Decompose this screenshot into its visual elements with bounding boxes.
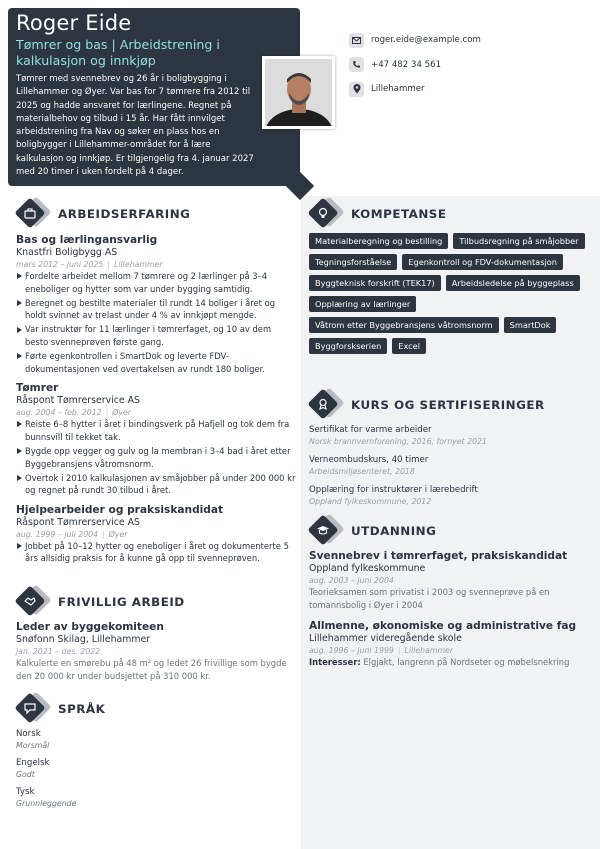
location-text: Lillehammer: [371, 84, 425, 95]
course-list: [309, 424, 594, 507]
bullet-item: Fordelte arbeidet mellom 7 tømrere og 2 lærlinger på 3–4 eneboliger og hytter som var under bygging samtidig.: [16, 270, 296, 295]
volunteer-org: Snøfonn Skilag, Lillehammer: [16, 634, 151, 645]
language-name: Tysk: [16, 787, 35, 797]
skill-tag: Excel: [392, 338, 426, 354]
bullet-item: Bygde opp vegger og gulv og la membran i 3–4 bad i året etter Byggebransjens våtromsnorm.: [16, 445, 296, 470]
skill-tag: Materialberegning og bestilling: [309, 233, 448, 249]
course-item: [309, 454, 594, 477]
experience-dates: aug. 2004 – feb. 2012: [16, 408, 102, 418]
course-item: [309, 484, 594, 507]
location-pin-icon: [349, 82, 364, 97]
section-header-skills: [309, 197, 447, 231]
course-title: Verneombudskurs, 40 timer: [309, 455, 429, 465]
skill-tag: Våtrom etter Byggebransjens våtromsnorm: [309, 317, 499, 333]
phone-icon: [349, 57, 364, 72]
bullet-item: Jobbet på 10–12 hytter og eneboliger i året og dokumenterte 5 års allsidig praksis for å kunne gå opp til svenneprøven.: [16, 540, 296, 565]
speech-bubble-icon: [16, 692, 50, 726]
experience-company: Råspont Tømrerservice AS: [16, 516, 141, 528]
education-location: Lillehammer: [404, 646, 454, 656]
language-list: [16, 728, 296, 809]
education-title: Svennebrev i tømrerfaget, praksiskandidat: [309, 550, 568, 562]
experience-title: Bas og lærlingansvarlig: [16, 234, 158, 246]
briefcase-icon: [16, 197, 50, 231]
course-meta: Arbeidsmiljøsenteret, 2018: [309, 467, 415, 476]
skill-tag: Egenkontroll og FDV-dokumentasjon: [402, 254, 563, 270]
education-meta: aug. 1996 – juni 1999 | Lillehammer: [309, 646, 454, 656]
experience-bullets: [16, 270, 296, 375]
skills-tag-list: [309, 233, 594, 354]
section-header-education: [309, 514, 436, 548]
profile-photo: [262, 56, 335, 129]
language-level: Grunnleggende: [16, 799, 77, 808]
course-title: Opplæring for instruktører i lærebedrift: [309, 485, 478, 495]
experience-item: [16, 504, 296, 565]
experience-list: [16, 234, 296, 567]
skill-tag: Arbeidsledelse på byggeplass: [446, 275, 580, 291]
volunteer-dates: jan. 2021 – des. 2022: [16, 647, 101, 656]
interests-line: [309, 656, 594, 669]
language-item: [16, 728, 296, 751]
bullet-item: Beregnet og bestilte materialer til rundt 14 boliger i året og holdt svinnet av trelast under 4 % av innkjøpt mengde.: [16, 297, 296, 322]
experience-item: [16, 382, 296, 497]
experience-location: Øyer: [108, 529, 128, 539]
handshake-icon: [16, 585, 50, 619]
experience-bullets: [16, 418, 296, 497]
experience-bullets: [16, 540, 296, 565]
section-title-experience: ARBEIDSERFARING: [58, 207, 191, 221]
language-name: Engelsk: [16, 758, 50, 768]
experience-dates: aug. 1999 – juli 2004: [16, 529, 99, 539]
skill-tag: Tegningsforståelse: [309, 254, 397, 270]
section-title-skills: KOMPETANSE: [351, 207, 447, 221]
section-header-volunteer: [16, 585, 185, 619]
experience-meta: aug. 1999 – juli 2004 | Øyer: [16, 529, 128, 539]
award-icon: [309, 388, 343, 422]
lightbulb-icon: [309, 197, 343, 231]
profile-summary: Tømrer med svennebrev og 26 år i boligbygging i Lillehammer og Øyer. Var bas for 7 tømrere fra 2012 til 2025 og hadde ansvaret for lærlingene. Regnet på materialbehov og tilbud i 15 år. Har fått innvilget arbeidstrening fra Nav og søker en plass hos en boligbygger i Lillehammer-området for å lære kalkulasjon og innkjøp. Er tilgjengelig fra 4. januar 2027 med 20 timer i uken fordelt på 4 dager.: [16, 74, 254, 178]
graduation-cap-icon: [309, 514, 343, 548]
section-header-languages: [16, 692, 105, 726]
experience-company: Råspont Tømrerservice AS: [16, 395, 141, 407]
volunteer-description: Kalkulerte en smørebu på 48 m² og ledet 26 frivillige som bygde den 20 000 kr under budsjettet på 310 000 kr.: [16, 658, 287, 681]
education-title: Allmenne, økonomiske og administrative fag: [309, 620, 577, 633]
language-item: [16, 786, 296, 809]
skill-tag: Tilbudsregning på småjobber: [453, 233, 584, 249]
person-name: Roger Eide: [16, 11, 132, 35]
experience-title: Tømrer: [16, 382, 59, 395]
section-title-volunteer: FRIVILLIG ARBEID: [58, 595, 185, 609]
experience-company: Knastfri Boligbygg AS: [16, 247, 118, 258]
experience-location: Øyer: [112, 408, 132, 418]
skill-tag: Opplæring av lærlinger: [309, 296, 416, 312]
contact-location: [349, 77, 481, 102]
skill-tag: SmartDok: [504, 317, 557, 333]
header-panel: [8, 8, 300, 186]
experience-meta: mars 2012 – juni 2025 | Lillehammer: [16, 260, 163, 269]
section-header-courses: [309, 388, 545, 422]
experience-dates: mars 2012 – juni 2025: [16, 260, 104, 269]
interests-label: Interesser:: [309, 657, 361, 668]
volunteer-title: Leder av byggekomiteen: [16, 621, 164, 633]
education-item: [309, 620, 594, 669]
phone-text[interactable]: +47 482 34 561: [371, 59, 442, 70]
bullet-item: Overtok i 2010 kalkulasjonen av småjobber på under 200 000 kr og regnet på rundt 30 tilbud i året.: [16, 472, 296, 497]
education-school: Oppland fylkeskommune: [309, 563, 426, 574]
section-title-courses: KURS OG SERTIFISERINGER: [351, 398, 545, 412]
bullet-item: Førte egenkontrollen i SmartDok og leverte FDV-dokumentasjonen ved overtakelsen av rundt 180 boliger.: [16, 350, 296, 375]
section-title-education: UTDANNING: [351, 524, 437, 538]
education-school: Lillehammer videregående skole: [309, 633, 462, 645]
language-name: Norsk: [16, 729, 41, 739]
language-level: Morsmål: [16, 741, 50, 750]
section-header-experience: [16, 197, 190, 231]
experience-location: Lillehammer: [114, 260, 163, 269]
language-level: Godt: [16, 770, 35, 779]
section-title-languages: SPRÅK: [58, 702, 106, 716]
interests-text: Elgjakt, langrenn på Nordseter og møbelsnekring: [360, 657, 570, 668]
experience-meta: aug. 2004 – feb. 2012 | Øyer: [16, 408, 132, 418]
experience-item: [16, 234, 296, 375]
contact-phone: [349, 53, 481, 78]
education-item: [309, 550, 594, 611]
envelope-icon: [349, 33, 364, 48]
education-dates: aug. 2003 – juni 2004: [309, 576, 394, 585]
contact-list: [349, 28, 481, 102]
volunteer-item: [16, 621, 296, 682]
language-item: [16, 757, 296, 780]
course-meta: Oppland fylkeskommune, 2012: [309, 497, 432, 506]
course-item: [309, 424, 594, 447]
bullet-item: Reiste 6–8 hytter i året i bindingsverk på Hafjell og tok dem fra bunnsvill til tekket tak.: [16, 418, 296, 443]
email-text[interactable]: roger.eide@example.com: [371, 35, 481, 46]
contact-email: [349, 28, 481, 53]
bullet-item: Var instruktør for 11 lærlinger i tømrerfaget, og 10 av dem besto svenneprøven første gang.: [16, 323, 296, 348]
course-meta: Norsk brannvernforening, 2016, fornyet 2021: [309, 437, 487, 446]
education-dates: aug. 1996 – juni 1999: [309, 646, 394, 656]
course-title: Sertifikat for varme arbeider: [309, 425, 432, 435]
education-list: [309, 550, 594, 669]
experience-title: Hjelpearbeider og praksiskandidat: [16, 503, 224, 516]
job-headline: Tømrer og bas | Arbeidstrening i kalkulasjon og innkjøp: [16, 37, 220, 68]
skill-tag: Byggforskserien: [309, 338, 387, 354]
education-description: Teorieksamen som privatist i 2003 og svenneprøve på en tomannsbolig i Øyer i 2004: [309, 587, 550, 610]
skill-tag: Byggteknisk forskrift (TEK17): [309, 275, 441, 291]
